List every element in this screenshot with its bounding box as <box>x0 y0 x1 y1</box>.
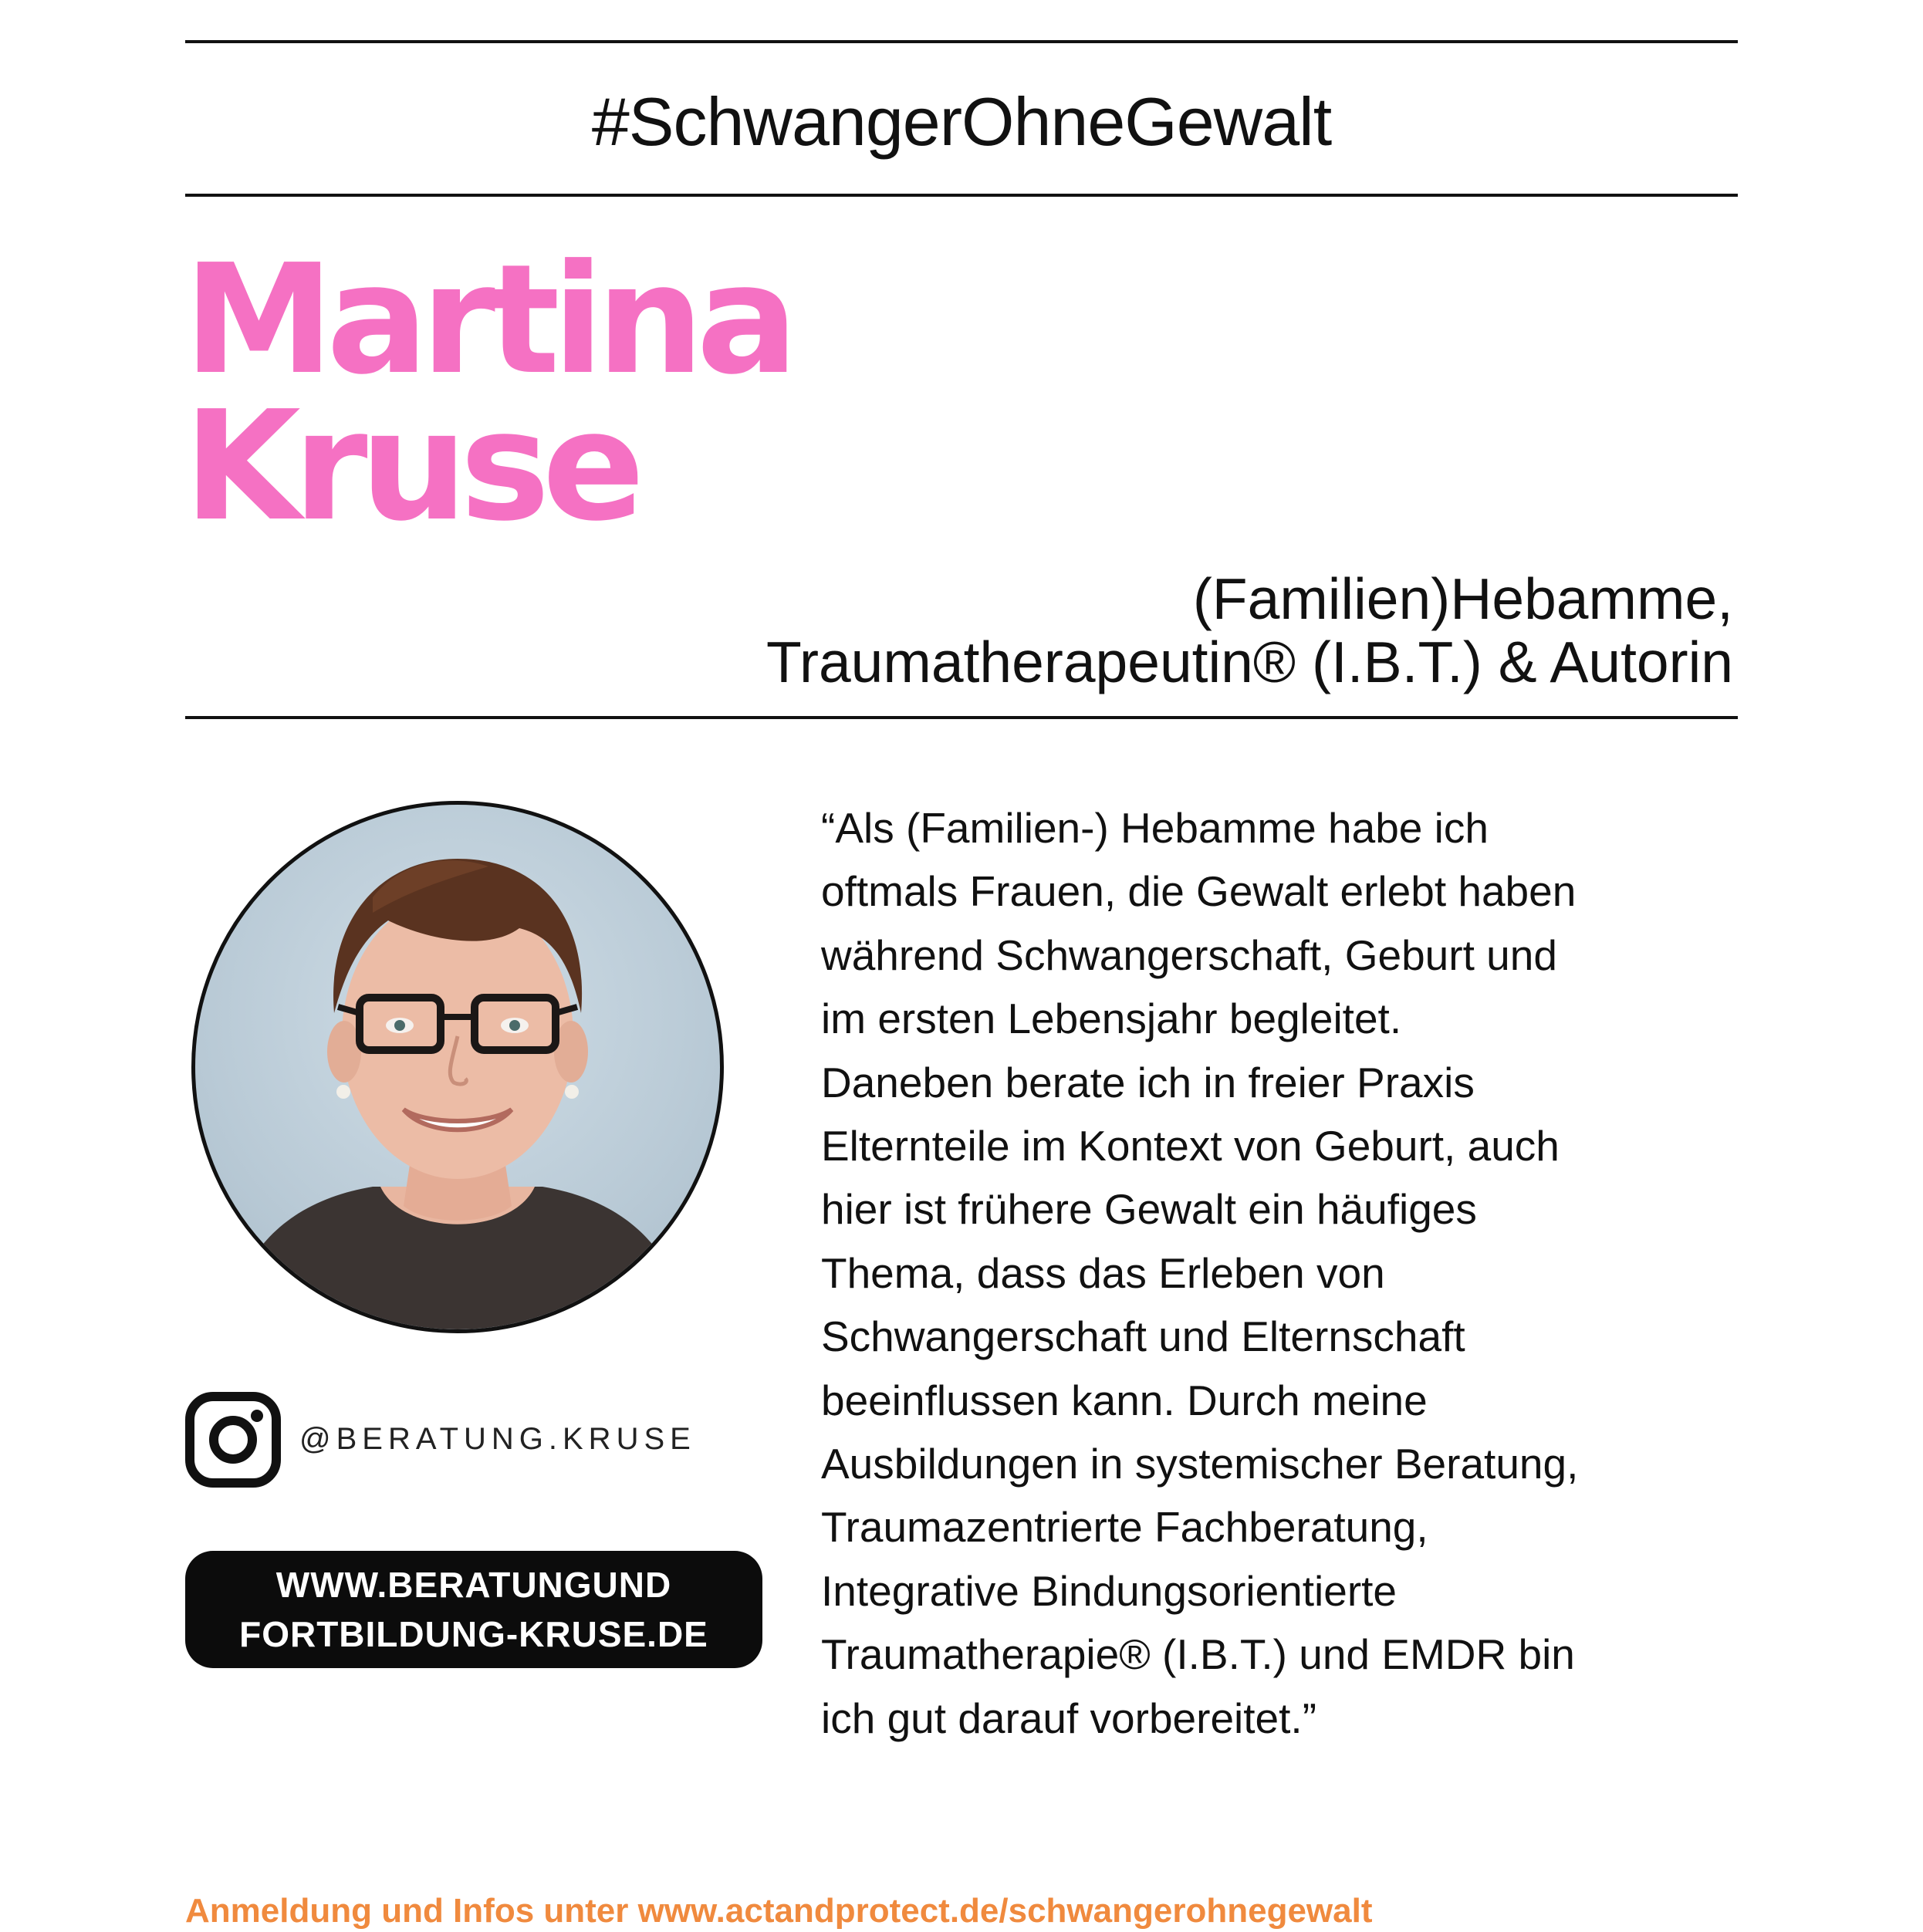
person-name <box>184 232 791 555</box>
footer-registration-link[interactable]: Anmeldung und Infos unter www.actandprotect.de/schwangerohnegewalt <box>185 1892 1373 1930</box>
first-name: Martina <box>184 232 791 408</box>
quote-line: ich gut darauf vorbereitet.” <box>821 1694 1317 1742</box>
quote-text <box>821 796 1732 1750</box>
quote-line: Traumatherapie® (I.B.T.) und EMDR bin <box>821 1630 1575 1679</box>
quote-line: Integrative Bindungsorientierte <box>821 1566 1397 1615</box>
quote-line: “Als (Familien-) Hebamme habe ich <box>821 804 1489 852</box>
instagram-handle[interactable]: @BERATUNG.KRUSE <box>299 1422 696 1456</box>
person-role <box>766 567 1733 694</box>
hashtag-divider <box>185 194 1738 197</box>
quote-line: oftmals Frauen, die Gewalt erlebt haben <box>821 867 1577 916</box>
role-line: Traumatherapeutin® (I.B.T.) & Autorin <box>765 630 1733 694</box>
website-badge[interactable] <box>185 1551 762 1668</box>
quote-line: Elternteile im Kontext von Geburt, auch <box>821 1122 1560 1170</box>
portrait-photo <box>191 801 724 1333</box>
top-divider <box>185 40 1738 43</box>
quote-line: Daneben berate ich in freier Praxis <box>821 1058 1475 1106</box>
role-divider <box>185 716 1738 719</box>
quote-line: beeinflussen kann. Durch meine <box>821 1376 1428 1424</box>
quote-line: Schwangerschaft und Elternschaft <box>821 1312 1465 1361</box>
campaign-hashtag: #SchwangerOhneGewalt <box>591 83 1332 160</box>
role-line: (Familien)Hebamme, <box>1192 566 1733 631</box>
website-line: WWW.BERATUNGUND <box>275 1565 672 1605</box>
instagram-icon[interactable] <box>185 1392 281 1488</box>
quote-line: Thema, dass das Erleben von <box>821 1248 1385 1297</box>
quote-line: während Schwangerschaft, Geburt und <box>821 931 1557 979</box>
quote-line: im ersten Lebensjahr begleitet. <box>821 995 1402 1043</box>
website-line: FORTBILDUNG-KRUSE.DE <box>239 1614 708 1654</box>
quote-line: Ausbildungen in systemischer Beratung, <box>821 1440 1579 1488</box>
quote-line: Traumazentrierte Fachberatung, <box>821 1503 1428 1552</box>
last-name: Kruse <box>184 379 637 555</box>
portrait-illustration <box>195 805 720 1329</box>
quote-line: hier ist frühere Gewalt ein häufiges <box>821 1185 1477 1234</box>
